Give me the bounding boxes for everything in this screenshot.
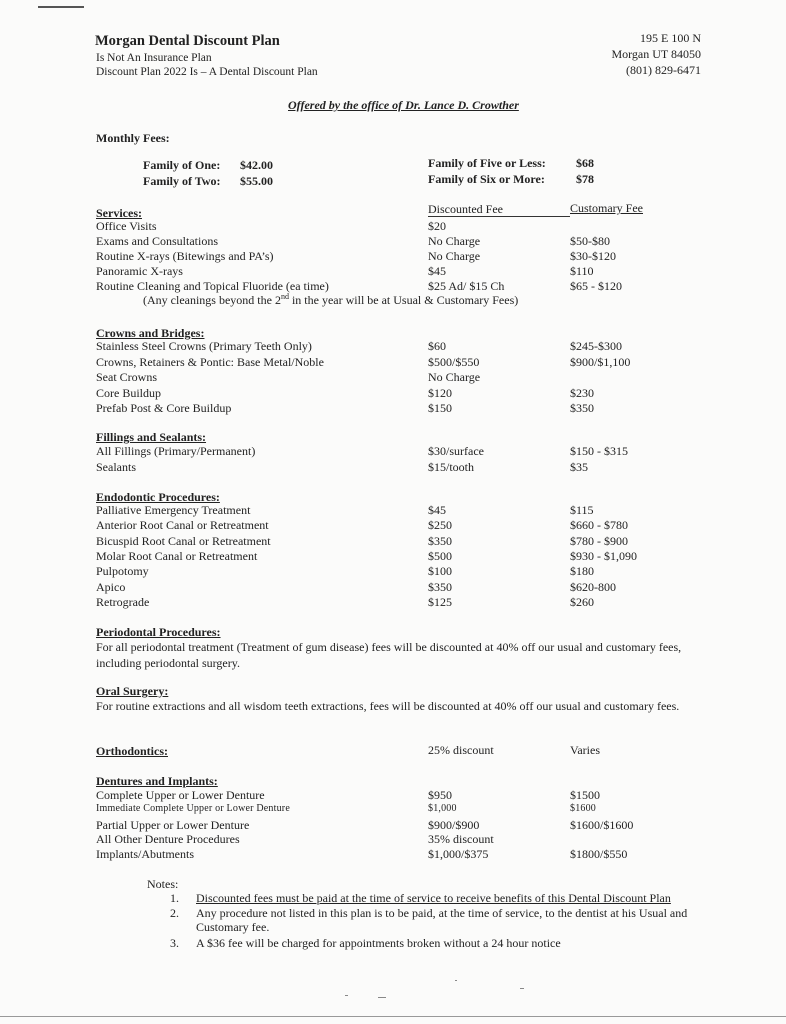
discounted-fee: $350 [428,533,452,548]
plan-subtitle-2: Discount Plan 2022 Is – A Dental Discount Plan [96,66,318,78]
discounted-fee: $250 [428,518,452,533]
notes-heading: Notes: [147,877,179,891]
note-text: Discounted fees must be paid at the time of service to receive benefits of this Dental Discount Plan [196,891,671,905]
customary-fee: $620-800 [570,579,616,594]
procedure-name: All Fillings (Primary/Permanent) [96,444,256,458]
discounted-fee: No Charge [428,370,481,384]
discounted-fee: $25 Ad/ $15 Ch [428,279,505,293]
fee-value-family-five: $68 [576,156,594,170]
customary-fee: $1500 [570,788,600,802]
discounted-fee: $15/tooth [428,459,475,474]
fee-label-family-six: Family of Six or More: [428,172,545,186]
customary-fee: $65 - $120 [570,279,622,293]
customary-fee: $780 - $900 [570,533,628,548]
discounted-fee: $900/$900 [428,817,480,832]
procedure-name: Stainless Steel Crowns (Primary Teeth Only) [96,339,312,353]
plan-title: Morgan Dental Discount Plan [95,33,280,49]
fee-value-family-six: $78 [576,172,594,186]
procedure-name: Apico [96,579,126,594]
fee-value-family-two: $55.00 [240,174,273,188]
periodontal-text: For all periodontal treatment (Treatment of gum disease) fees will be discounted at 40% off our usual and customary fees, including periodontal surgery. [96,640,682,670]
customary-fee: $50-$80 [570,234,610,248]
customary-fee: $1600/$1600 [570,817,634,832]
discounted-fee: $100 [428,564,452,579]
fee-value-family-one: $42.00 [240,158,273,172]
discounted-fee: 35% discount [428,832,494,847]
customary-fee: $110 [570,264,594,278]
discounted-fee: No Charge [428,249,481,263]
procedure-name: Retrograde [96,594,150,609]
fillings-heading: Fillings and Sealants: [96,430,207,444]
procedure-name: Seat Crowns [96,370,157,384]
periodontal-heading: Periodontal Procedures: [96,625,221,639]
customary-fee: $260 [570,594,594,609]
customary-fee: $1600 [570,802,596,814]
discounted-fee: $45 [428,264,446,278]
orthodontics-heading: Orthodontics: [96,744,168,758]
scan-speck [520,988,524,989]
customary-fee: $35 [570,459,588,474]
note-number: 3. [170,936,179,950]
procedure-name: Routine X-rays (Bitewings and PA’s) [96,249,274,263]
phone-number: (801) 829-6471 [626,63,701,77]
customary-fee: $930 - $1,090 [570,548,637,563]
discounted-fee: $500/$550 [428,354,480,369]
discounted-fee: $120 [428,385,452,400]
discounted-fee: $150 [428,401,452,415]
note-number: 1. [170,891,179,905]
procedure-name: Molar Root Canal or Retreatment [96,548,258,563]
scan-speck [378,997,386,998]
fee-label-family-one: Family of One: [143,158,221,172]
address-line-1: 195 E 100 N [640,31,701,45]
monthly-fees-heading: Monthly Fees: [96,131,170,145]
scan-speck [455,980,457,981]
procedure-name: Exams and Consultations [96,234,218,248]
cleaning-note: (Any cleanings beyond the 2nd in the year will be at Usual & Customary Fees) [143,292,519,307]
procedure-name: Anterior Root Canal or Retreatment [96,518,269,533]
customary-fee: $115 [570,503,594,517]
customary-fee: $350 [570,401,594,415]
customary-fee: $230 [570,385,594,400]
procedure-name: Immediate Complete Upper or Lower Denture [96,802,290,814]
orthodontics-discount: 25% discount [428,743,494,757]
discounted-fee: $1,000/$375 [428,847,489,862]
discounted-fee: $1,000 [428,802,457,814]
procedure-name: Prefab Post & Core Buildup [96,401,232,415]
dentures-heading: Dentures and Implants: [96,774,218,788]
orthodontics-customary: Varies [570,743,600,757]
customary-fee: $660 - $780 [570,518,628,533]
procedure-name: Routine Cleaning and Topical Fluoride (ea time) [96,279,329,293]
note-text-continued: Customary fee. [196,920,270,934]
customary-fee: $30-$120 [570,249,616,263]
customary-fee: $900/$1,100 [570,354,631,369]
crowns-heading: Crowns and Bridges: [96,326,205,340]
procedure-name: Bicuspid Root Canal or Retreatment [96,533,271,548]
discounted-fee: No Charge [428,234,481,248]
oral-surgery-heading: Oral Surgery: [96,684,169,698]
column-header-rule [428,216,570,217]
procedure-name: Crowns, Retainers & Pontic: Base Metal/Noble [96,354,324,369]
plan-subtitle-1: Is Not An Insurance Plan [96,52,212,64]
discounted-fee: $950 [428,788,452,802]
procedure-name: Office Visits [96,219,157,233]
customary-fee: $180 [570,564,594,579]
oral-surgery-text: For routine extractions and all wisdom teeth extractions, fees will be discounted at 40% off our usual and customary fees. [96,699,680,713]
address-line-2: Morgan UT 84050 [611,47,701,61]
discounted-fee: $125 [428,594,452,609]
scan-artifact [0,1016,786,1017]
note-text: A $36 fee will be charged for appointments broken without a 24 hour notice [196,936,561,950]
customary-fee: $1800/$550 [570,847,628,862]
column-header-discounted: Discounted Fee [428,202,503,216]
discounted-fee: $30/surface [428,444,484,458]
discounted-fee: $20 [428,219,446,233]
procedure-name: Palliative Emergency Treatment [96,503,251,517]
procedure-name: Panoramic X-rays [96,264,183,278]
discounted-fee: $45 [428,503,446,517]
discounted-fee: $60 [428,339,446,353]
procedure-name: Sealants [96,459,136,474]
scan-speck [345,995,348,996]
fee-label-family-five: Family of Five or Less: [428,156,546,170]
endodontic-heading: Endodontic Procedures: [96,490,220,504]
procedure-name: Pulpotomy [96,564,149,579]
scan-artifact [38,6,84,8]
procedure-name: Implants/Abutments [96,847,194,862]
note-text: Any procedure not listed in this plan is to be paid, at the time of service, to the dentist at his Usual and [196,906,688,920]
discounted-fee: $500 [428,548,452,563]
customary-fee: $245-$300 [570,339,622,353]
note-number: 2. [170,906,179,920]
procedure-name: Partial Upper or Lower Denture [96,817,250,832]
procedure-name: Complete Upper or Lower Denture [96,788,265,802]
column-header-customary: Customary Fee [570,201,643,215]
procedure-name: Core Buildup [96,385,161,400]
services-heading: Services: [96,206,142,220]
customary-fee: $150 - $315 [570,444,628,458]
fee-label-family-two: Family of Two: [143,174,221,188]
procedure-name: All Other Denture Procedures [96,832,240,847]
offered-by: Offered by the office of Dr. Lance D. Crowther [288,98,519,112]
discounted-fee: $350 [428,579,452,594]
